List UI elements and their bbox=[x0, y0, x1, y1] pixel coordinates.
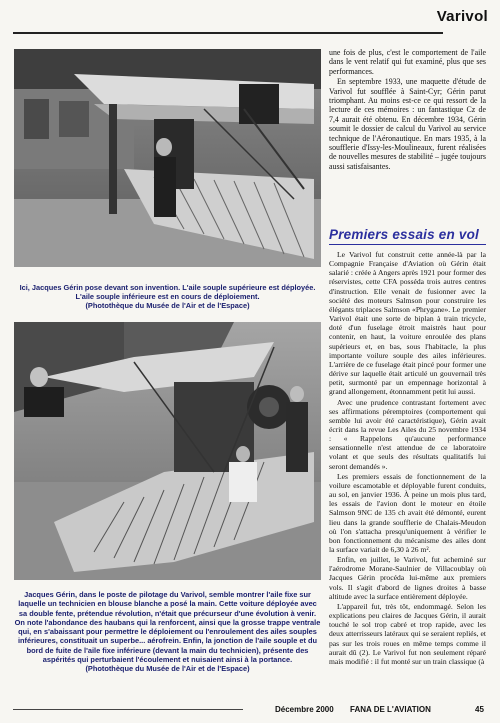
footer-magazine: FANA DE L'AVIATION bbox=[350, 705, 431, 714]
header-rule bbox=[13, 32, 443, 34]
photo-top bbox=[14, 49, 321, 267]
paragraph: Les premiers essais de fonctionnement de la voilure escamotable et déployable furent conduits, au sol, en janvier 1936. À peine un mois plus tard, les essais de l'avion dont le moteur en étoile Salmson 9NC de 135 ch avait été démonté, eurent lieu dans la grande soufflerie de Chalais-Meudon où l'on s'attacha presqu'uniquement à vérifier le bon fonctionnement du mécanisme des ailes dont la surface variait de 6,30 à 26 m². bbox=[329, 471, 486, 554]
page-number: 45 bbox=[475, 705, 484, 714]
footer-date: Décembre 2000 bbox=[275, 705, 334, 714]
paragraph: L'appareil fut, très tôt, endommagé. Selon les explications peu claires de Jacques Gérin, il aurait touché le sol trop cabré et trop rapide, avec les deux atterrisseurs latéraux qui se seraient repliés, et pas sur les trois roues en même temps comme il aurait dû (2). Le Varivol fut non seulement réparé mais modifié : il fut monté sur un train classique (à bbox=[329, 601, 486, 666]
caption-credit: (Photothèque du Musée de l'Air et de l'Espace) bbox=[85, 664, 250, 674]
photo-top-caption bbox=[14, 283, 321, 310]
paragraph: Avec une prudence contrastant fortement avec ses affirmations péremptoires (comportement qui semble lui avoir été caractéristique), Gérin avait écrit dans la revue Les Ailes du 25 novembre 1934 : « Rappelons qu'aucune performance sensationnelle n'est attendue de ce laboratoire volant et que seuls des résultats qualitatifs lui seront demandés ». bbox=[329, 397, 486, 471]
paragraph: Enfin, en juillet, le Varivol, fut acheminé sur l'aérodrome Morane-Saulnier de Villacoublay où Jacques Gérin procéda lui-même aux premiers vols. Il s'agit d'abord de lignes droites à basse altitude avec la surface entièrement déployée. bbox=[329, 555, 486, 601]
section-title: Premiers essais en vol bbox=[329, 227, 479, 242]
page-header bbox=[0, 0, 500, 40]
section-tag: Varivol bbox=[436, 8, 488, 25]
caption-credit: (Photothèque du Musée de l'Air et de l'Espace) bbox=[85, 301, 250, 311]
article-column-lower bbox=[329, 250, 486, 666]
paragraph: une fois de plus, c'est le comportement de l'aile dans le vent relatif qui fut examiné, plus que ses performances. bbox=[329, 48, 486, 76]
article-column-upper bbox=[329, 48, 486, 171]
photo-top-image bbox=[14, 49, 321, 267]
page-footer bbox=[245, 705, 500, 719]
caption-line: Ici, Jacques Gérin pose devant son invention. L'aile souple supérieure est déployée. bbox=[19, 283, 316, 292]
footer-rule bbox=[13, 709, 243, 710]
caption-line: L'aile souple inférieure est en cours de déploiement. bbox=[75, 292, 260, 302]
photo-bottom-caption bbox=[14, 590, 321, 674]
paragraph: Le Varivol fut construit cette année-là par la Compagnie Française d'Aviation où Gérin était salarié : créée à Angers après 1921 pour former des réservistes, cette CFA posséda trois autres centres d'instruction. Elle venait de fusionner avec la société des moteurs Salmson pour construire les élégants triplaces Salmson «Phrygane». Le premier Varivol était une sorte de biplan à train tricycle, doté d'un fuselage étroit maistrès haut pour contenir, en haut, la voiture enroulée des plans supérieurs et, en bas, sous l'habitacle, la plus importante voilure souple des ailes inférieures. L'arrière de ce fuselage était pincé pour former une dérive sur laquelle était articulé un gouvernail très petit, surmonté par un empennage horizontal à grand allongement, étonnamment petit lui aussi. bbox=[329, 250, 486, 397]
photo-bottom-image bbox=[14, 322, 321, 580]
caption-text: Jacques Gérin, dans le poste de pilotage du Varivol, semble montrer l'aile fixe sur laquelle un technicien en blouse blanche a posé la main. Cette voiture déployée avec sa double fente, prétendue révolution, n'était que précurseur d'une évolution à venir. On note l'abondance des haubans qui la renforcent, ainsi que la grosse trappe ventrale qui, en s'abaissant pour permettre le déploiement ou l'enroulement des ailes souples inférieures, constituait un superbe... aérofrein. Enfin, la jonction de l'aile souple et du bord de fuite de l'aile fixe inférieure (devant la main du technicien), présente des aspérités qui perturbaient l'écoulement et nuisaient ainsi à la portance. bbox=[14, 590, 321, 665]
paragraph: En septembre 1933, une maquette d'étude de Varivol fut soufflée à Saint-Cyr; Gérin parut triomphant. Au moins est-ce ce qui ressort de la lecture de ces mémoires : un fantastique Cz de 7,4 aurait été obtenu. En décembre 1934, Gérin soumit le dossier de calcul du Varivol au service technique de l'Aéronautique. En mars 1935, à la soufflerie d'Issy-les-Moulineaux, furent réalisées de nouvelles mesures de stabilité – jugée toujours aussi satisfaisantes. bbox=[329, 77, 486, 171]
section-title-rule bbox=[329, 244, 486, 245]
photo-bottom bbox=[14, 322, 321, 580]
